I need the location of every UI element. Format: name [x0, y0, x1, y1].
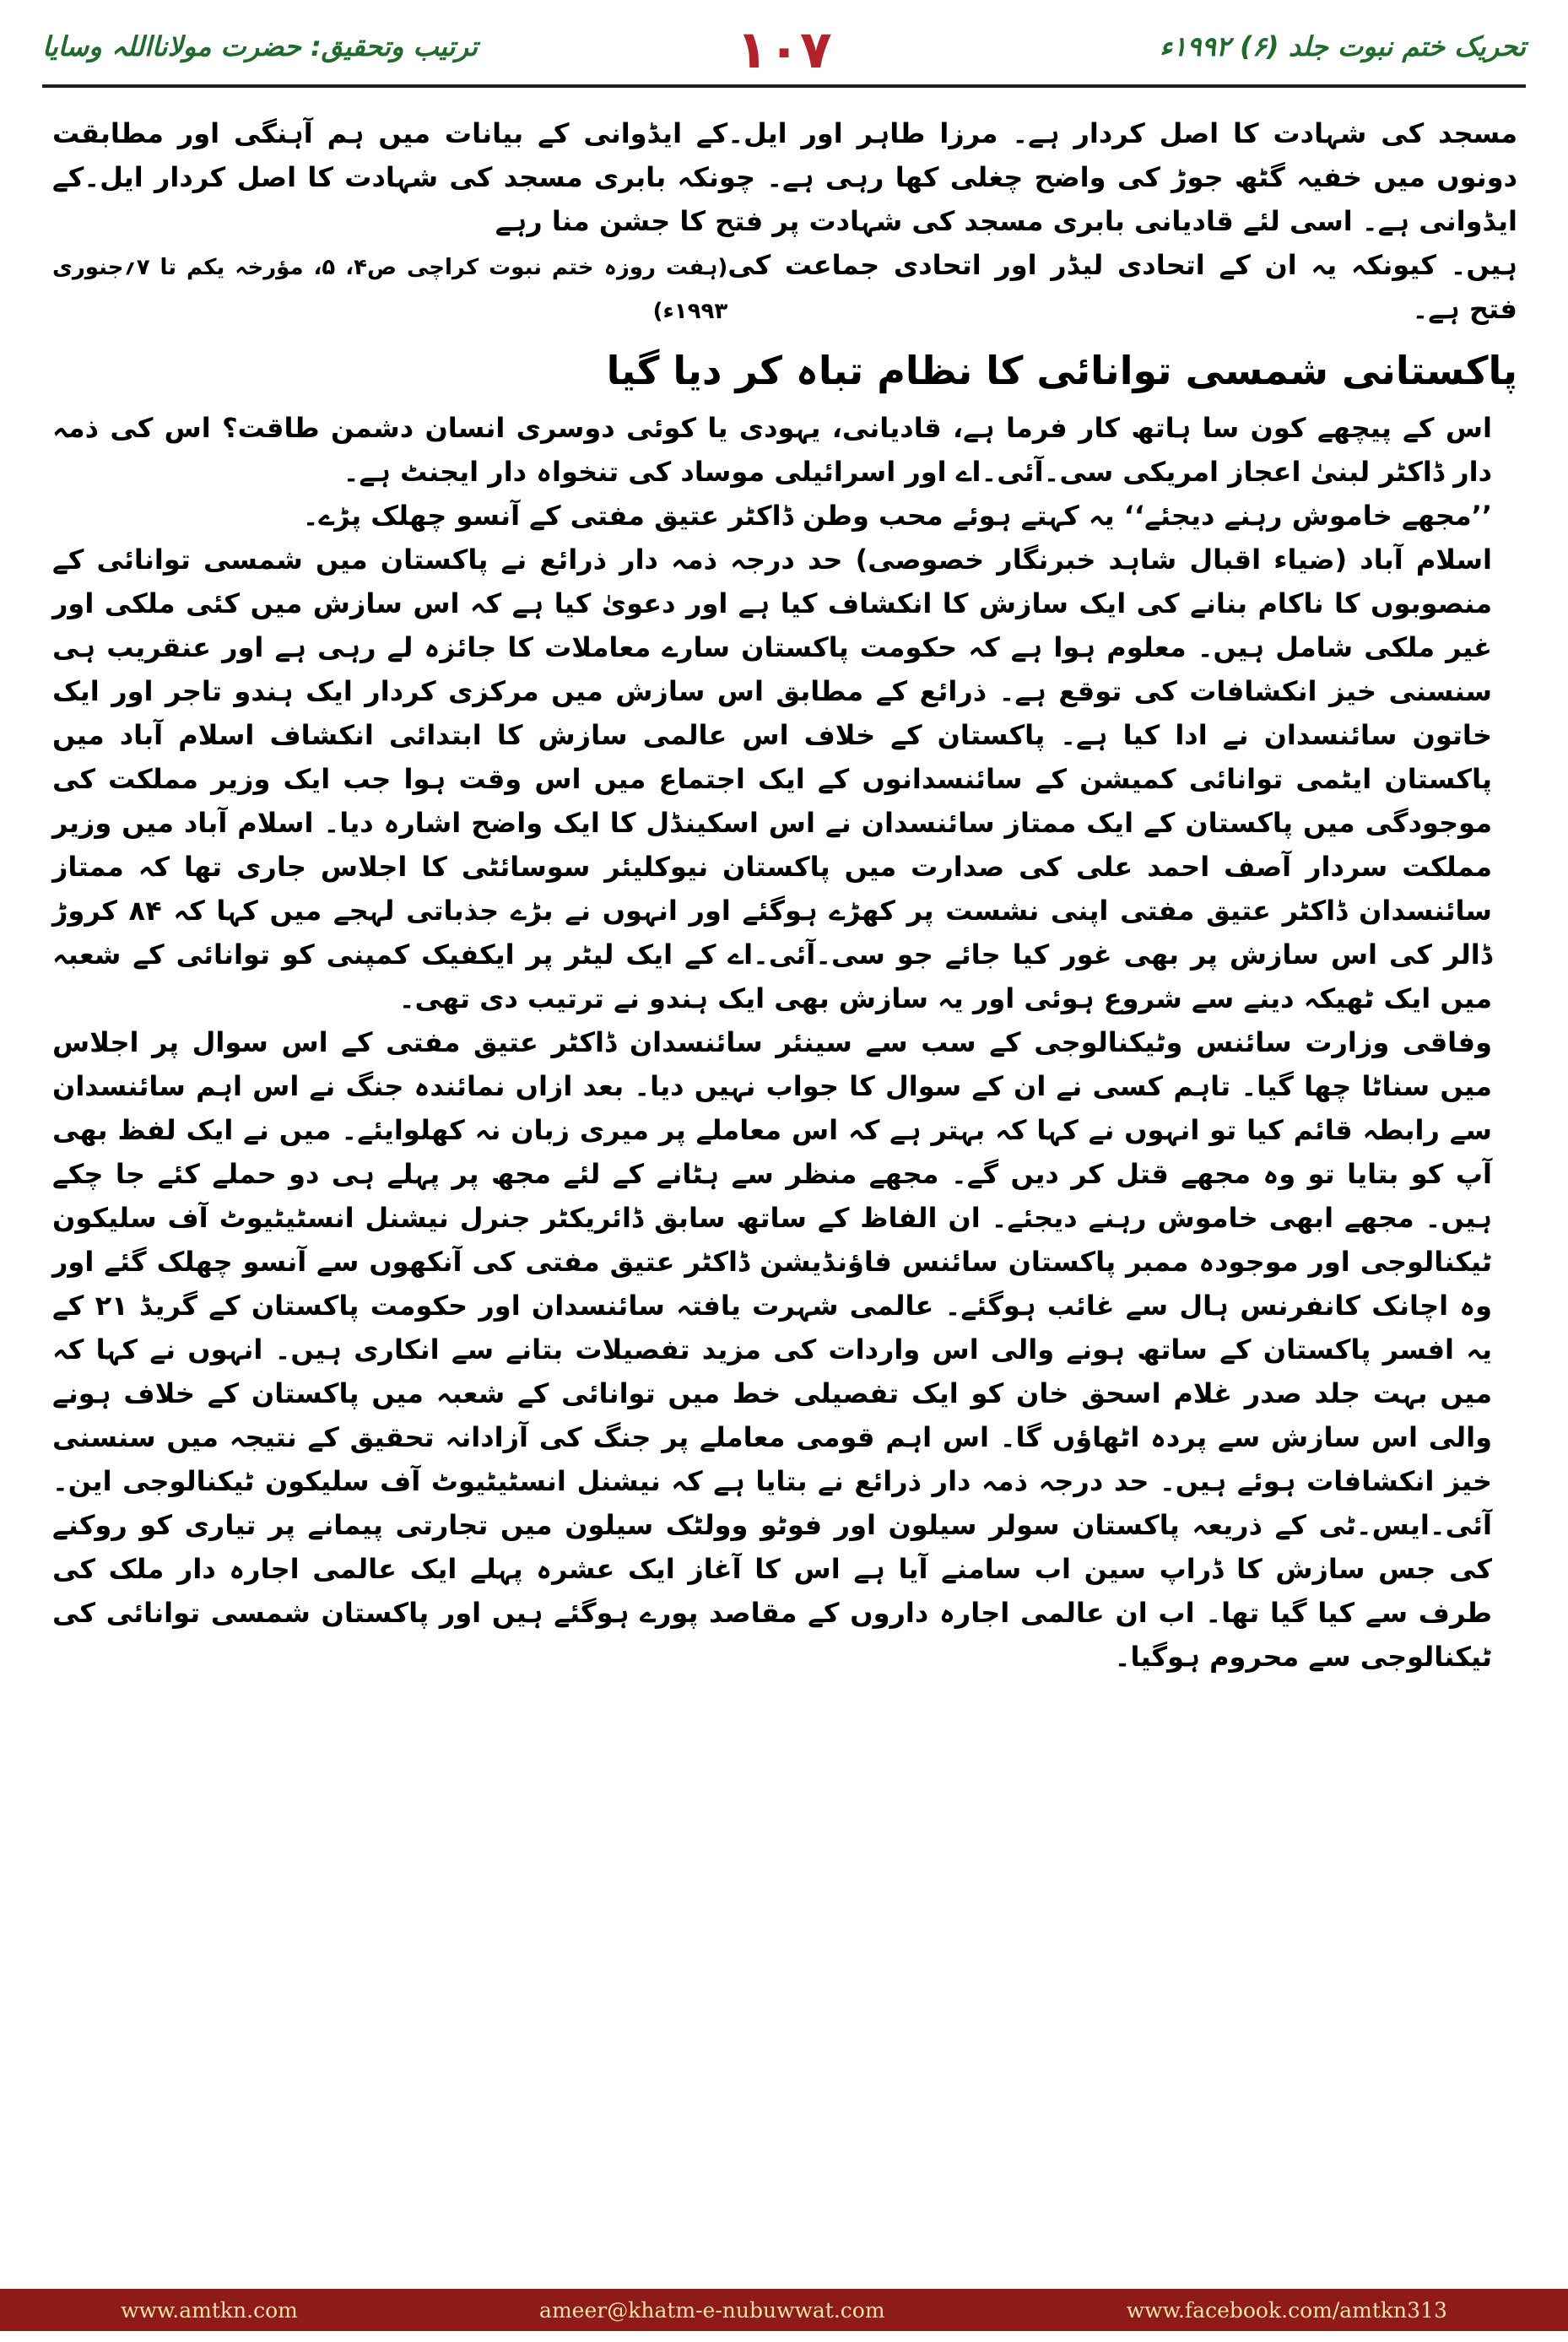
article-body [52, 111, 1517, 1679]
page-footer [0, 2289, 1568, 2331]
quote-line: ’’مجھے خاموش رہنے دیجئے‘‘ یہ کہتے ہوئے محب وطن ڈاکٹر عتیق مفتی کے آنسو چھلک پڑے۔ [302, 500, 1492, 532]
intro-last-line: ہیں۔ کیونکہ یہ ان کے اتحادی لیڈر اور اتحادی جماعت کی فتح ہے۔ [727, 249, 1517, 325]
page-header [42, 19, 1526, 83]
paragraph-1: اس کے پیچھے کون سا ہاتھ کار فرما ہے، قادیانی، یہودی یا کوئی دوسری انسان دشمن طاقت؟ اس کی ذمہ دار ڈاکٹر لبنیٰ اعجاز امریکی سی۔آئی۔اے اور اسرائیلی موساد کی تنخواہ دار ایجنٹ ہے۔ [52, 412, 1492, 488]
paragraph-2: اسلام آباد (ضیاء اقبال شاہد خبرنگار خصوصی) حد درجہ ذمہ دار ذرائع نے پاکستان میں شمسی توانائی کے منصوبوں کا ناکام بنانے کی ایک سازش کا انکشاف کیا ہے اور دعویٰ کیا ہے کہ اس سازش میں کئی ملکی اور غیر ملکی شامل ہیں۔ معلوم ہوا ہے کہ حکومت پاکستان سارے معاملات کا جائزہ لے رہی ہے اور عنقریب ہی سنسنی خیز انکشافات کی توقع ہے۔ ذرائع کے مطابق اس سازش میں مرکزی کردار ایک ہندو تاجر اور ایک خاتون سائنسدان نے ادا کیا ہے۔ پاکستان کے خلاف اس عالمی سازش کا ابتدائی انکشاف اسلام آباد میں پاکستان ایٹمی توانائی کمیشن کے سائنسدانوں کے ایک اجتماع میں اس وقت ہوا جب ایک وزیر مملکت کی موجودگی میں پاکستان کے ایک ممتاز سائنسدان نے اس اسکینڈل کا ایک واضح اشارہ دیا۔ اسلام آباد میں وزیر مملکت سردار آصف احمد علی کی صدارت میں پاکستان نیوکلیئر سوسائٹی کا اجلاس جاری تھا کہ ممتاز سائنسدان ڈاکٹر عتیق مفتی اپنی نشست پر کھڑے ہوگئے اور انہوں نے بڑے جذباتی لہجے میں کہا کہ ۸۴ کروڑ ڈالر کی اس سازش پر بھی غور کیا جائے جو سی۔آئی۔اے کے ایک لیٹر پر ایکفیک کمپنی کو توانائی کے شعبہ میں ایک ٹھیکہ دینے سے شروع ہوئی اور یہ سازش بھی ایک ہندو نے ترتیب دی تھی۔ [52, 544, 1493, 1014]
compiler-credit: ترتیب وتحقیق: حضرت مولانااللہ وسایا [42, 30, 478, 62]
page-number: ۱۰۷ [736, 19, 832, 80]
source-citation: (ہفت روزہ ختم نبوت کراچی ص۴، ۵، مؤرخہ یکم تا ۷؍جنوری ۱۹۹۳ء) [52, 255, 728, 324]
header-divider [42, 84, 1526, 88]
section-heading: پاکستانی شمسی توانائی کا نظام تباہ کر دیا گیا [606, 348, 1517, 393]
email-link[interactable]: ameer@khatm-e-nubuwwat.com [539, 2297, 885, 2323]
citation-row [52, 243, 1517, 333]
facebook-link[interactable]: www.facebook.com/amtkn313 [1126, 2297, 1447, 2323]
paragraph-3: وفاقی وزارت سائنس وٹیکنالوجی کے سب سے سینئر سائنسدان ڈاکٹر عتیق مفتی کے اس سوال پر اجلاس میں سناٹا چھا گیا۔ تاہم کسی نے ان کے سوال کا جواب نہیں دیا۔ بعد ازاں نمائندہ جنگ نے اس اہم سائنسدان سے رابطہ قائم کیا تو انہوں نے کہا کہ بہتر ہے کہ اس معاملے پر میری زبان نہ کھلوایئے۔ میں نے ایک لفظ بھی آپ کو بتایا تو وہ مجھے قتل کر دیں گے۔ مجھے منظر سے ہٹانے کے لئے مجھ پر پہلے ہی دو حملے کئے جا چکے ہیں۔ مجھے ابھی خاموش رہنے دیجئے۔ ان الفاظ کے ساتھ سابق ڈائریکٹر جنرل نیشنل انسٹیٹیوٹ آف سلیکون ٹیکنالوجی اور موجودہ ممبر پاکستان سائنس فاؤنڈیشن ڈاکٹر عتیق مفتی کی آنکھوں سے آنسو چھلک گئے اور وہ اچانک کانفرنس ہال سے غائب ہوگئے۔ عالمی شہرت یافتہ سائنسدان اور حکومت پاکستان کے گریڈ ۲۱ کے یہ افسر پاکستان کے ساتھ ہونے والی اس واردات کی مزید تفصیلات بتانے سے انکاری ہیں۔ انہوں نے کہا کہ میں بہت جلد صدر غلام اسحق خان کو ایک تفصیلی خط میں توانائی کے شعبہ میں پاکستان کے خلاف ہونے والی اس سازش سے پردہ اٹھاؤں گا۔ اس اہم قومی معاملے پر جنگ کی آزادانہ تحقیق کے نتیجہ میں سنسنی خیز انکشافات ہوئے ہیں۔ حد درجہ ذمہ دار ذرائع نے بتایا ہے کہ نیشنل انسٹیٹیوٹ آف سلیکون ٹیکنالوجی این۔آئی۔ایس۔ٹی کے ذریعہ پاکستان سولر سیلون اور فوٹو وولٹک سیلون میں تجارتی پیمانے پر تیاری کو روکنے کی جس سازش کا ڈراپ سین اب سامنے آیا ہے اس کا آغاز ایک عشرہ پہلے ایک عالمی اجارہ دار ملک کی طرف سے کیا گیا تھا۔ اب ان عالمی اجارہ داروں کے مقاصد پورے ہوگئے ہیں اور پاکستان شمسی توانائی کی ٹیکنالوجی سے محروم ہوگیا۔ [52, 1026, 1493, 1673]
website-link[interactable]: www.amtkn.com [121, 2297, 298, 2323]
book-title: تحریک ختم نبوت جلد (۶) ۱۹۹۲ء [1160, 30, 1526, 62]
intro-paragraph: مسجد کی شہادت کا اصل کردار ہے۔ مرزا طاہر اور ایل۔کے ایڈوانی کے بیانات میں ہم آہنگی اور مطابقت دونوں میں خفیہ گٹھ جوڑ کی واضح چغلی کھا رہی ہے۔ چونکہ بابری مسجد کی شہادت کا اصل کردار ایل۔کے ایڈوانی ہے۔ اسی لئے قادیانی بابری مسجد کی شہادت پر فتح کا جشن منا رہے [52, 117, 1517, 237]
